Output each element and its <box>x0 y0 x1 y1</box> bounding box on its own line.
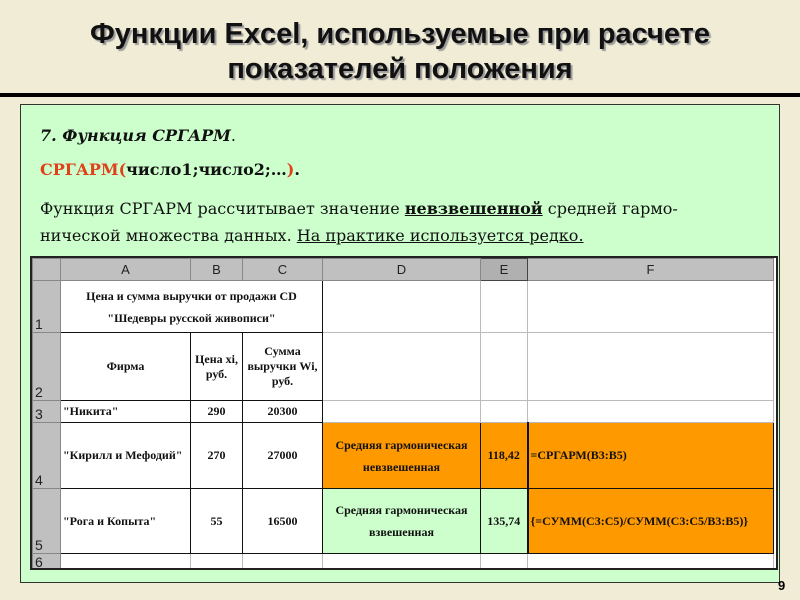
cell-d4[interactable]: Средняя гармоническая невзвешенная <box>323 423 481 489</box>
cell-a3[interactable]: "Никита" <box>61 401 191 423</box>
cell-f1[interactable] <box>528 281 774 333</box>
divider <box>0 93 800 97</box>
cell-f2[interactable] <box>528 333 774 401</box>
cell-b5[interactable]: 55 <box>191 489 243 554</box>
column-header-f[interactable]: F <box>528 259 774 281</box>
cell-e5[interactable]: 135,74 <box>481 489 528 554</box>
cell-e3[interactable] <box>481 401 528 423</box>
cell-b4[interactable]: 270 <box>191 423 243 489</box>
function-syntax: СРГАРМ(число1;число2;…). <box>40 160 300 179</box>
cell-b2[interactable]: Цена xi, руб. <box>191 333 243 401</box>
cell-c6[interactable] <box>243 554 323 571</box>
slide-title-line2: показателей положения <box>227 53 573 85</box>
cell-d2[interactable] <box>323 333 481 401</box>
corner-cell[interactable] <box>33 259 61 281</box>
cell-d6[interactable] <box>323 554 481 571</box>
cell-e2[interactable] <box>481 333 528 401</box>
cell-d5[interactable]: Средняя гармоническая взвешенная <box>323 489 481 554</box>
cell-e4[interactable]: 118,42 <box>481 423 528 489</box>
page-number: 9 <box>778 578 786 593</box>
cell-e1[interactable] <box>481 281 528 333</box>
cell-c2[interactable]: Сумма выручки Wi, руб. <box>243 333 323 401</box>
column-header-c[interactable]: C <box>243 259 323 281</box>
row-header-1[interactable]: 1 <box>33 281 61 333</box>
row-header-5[interactable]: 5 <box>33 489 61 554</box>
cell-c4[interactable]: 27000 <box>243 423 323 489</box>
cell-d1[interactable] <box>323 281 481 333</box>
column-header-b[interactable]: B <box>191 259 243 281</box>
cell-e6[interactable] <box>481 554 528 571</box>
cell-f6[interactable] <box>528 554 774 571</box>
slide-title-line1: Функции Excel, используемые при расчете <box>90 18 710 50</box>
cell-a1[interactable]: Цена и сумма выручки от продажи CD "Шедевры русской живописи" <box>61 281 323 333</box>
cell-a6[interactable] <box>61 554 191 571</box>
row-header-4[interactable]: 4 <box>33 423 61 489</box>
column-header-d[interactable]: D <box>323 259 481 281</box>
row-header-2[interactable]: 2 <box>33 333 61 401</box>
cell-c5[interactable]: 16500 <box>243 489 323 554</box>
column-header-a[interactable]: A <box>61 259 191 281</box>
column-header-e[interactable]: E <box>481 259 528 281</box>
cell-d3[interactable] <box>323 401 481 423</box>
cell-c3[interactable]: 20300 <box>243 401 323 423</box>
cell-f3[interactable] <box>528 401 774 423</box>
cell-f4[interactable]: =СРГАРМ(B3:B5) <box>528 423 774 489</box>
description-line2: нической множества данных. На практике используется редко. <box>40 226 584 245</box>
row-header-6[interactable]: 6 <box>33 554 61 571</box>
description-line1: Функция СРГАРМ рассчитывает значение невзвешенной средней гармо- <box>40 199 678 218</box>
cell-a2[interactable]: Фирма <box>61 333 191 401</box>
cell-a4[interactable]: "Кирилл и Мефодий" <box>61 423 191 489</box>
section-heading: 7. Функция СРГАРМ. <box>40 126 236 145</box>
spreadsheet <box>30 256 778 570</box>
cell-a5[interactable]: "Рога и Копыта" <box>61 489 191 554</box>
cell-b6[interactable] <box>191 554 243 571</box>
cell-f5[interactable]: {=СУММ(C3:C5)/СУММ(C3:C5/B3:B5)} <box>528 489 774 554</box>
row-header-3[interactable]: 3 <box>33 401 61 423</box>
cell-b3[interactable]: 290 <box>191 401 243 423</box>
